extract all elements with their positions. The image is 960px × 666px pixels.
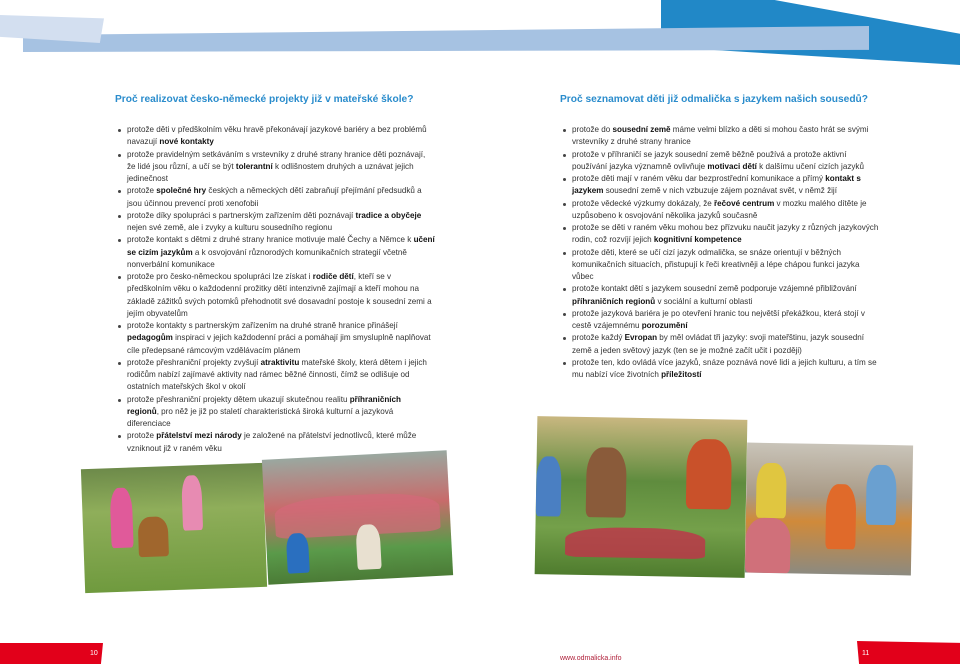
photo-children-playing-garden bbox=[81, 463, 267, 593]
bold-phrase: tolerantní bbox=[235, 161, 273, 171]
bold-phrase: nové kontakty bbox=[159, 137, 214, 147]
bold-phrase: přátelství mezi národy bbox=[156, 431, 242, 441]
bullet-text: sousední země v nich vzbuzuje zájem poznávat svět, v němž žijí bbox=[603, 186, 837, 196]
page-number-right: 11 bbox=[862, 650, 870, 657]
bullet-text: protože děti, které se učí cizí jazyk odmalička, se snáze orientují v běžných komunikačních situacích, přistupují k řeči kreativněji a lépe chápou funkci jazyka vůbec bbox=[572, 247, 860, 281]
bullet-text: je založené na přátelství jednotlivců, které může vzniknout již v raném věku bbox=[127, 431, 417, 453]
bullet-text: protože bbox=[127, 186, 157, 196]
decorative-band-light-blue bbox=[0, 15, 104, 43]
photo-group-of-children bbox=[262, 450, 453, 585]
bullet-item bbox=[115, 357, 435, 394]
bullet-item bbox=[115, 149, 435, 186]
bold-phrase: učení se cizím jazykům bbox=[127, 235, 435, 257]
bullet-text: k dalšímu učení cizích jazyků bbox=[756, 161, 864, 171]
bold-phrase: kontakt s jazykem bbox=[572, 174, 861, 196]
bullet-item bbox=[115, 430, 435, 455]
bold-phrase: příležitostí bbox=[661, 370, 702, 379]
bullet-text: protože kontakt s dětmi z druhé strany hranice motivuje malé Čechy a Němce k bbox=[127, 235, 414, 245]
bullet-item bbox=[560, 222, 880, 247]
bold-phrase: příhraničních regionů bbox=[572, 296, 656, 306]
bullet-text: k odlišnostem druhých a uznávat jejich jedinečnost bbox=[127, 161, 414, 183]
bullet-item bbox=[115, 124, 435, 149]
bold-phrase: porozumění bbox=[641, 321, 688, 330]
right-bullet-list bbox=[560, 124, 880, 381]
bullet-text: protože kontakt dětí s jazykem sousední země podporuje vzájemné přibližování bbox=[572, 284, 857, 294]
bullet-text: protože bbox=[127, 431, 157, 441]
bullet-text: protože se děti v raném věku mohou bez přízvuku naučit jazyky z různých jazykových rodin, což rozvíjí jejich bbox=[572, 223, 879, 245]
bullet-text: protože přeshraniční projekty zvyšují bbox=[127, 357, 261, 367]
bold-phrase: atraktivitu bbox=[260, 357, 300, 367]
footer-red-band-left bbox=[0, 643, 103, 664]
bullet-text: protože přeshraniční projekty dětem ukazují skutečnou realitu bbox=[127, 394, 350, 404]
left-heading: Proč realizovat česko-německé projekty již v mateřské škole? bbox=[115, 94, 414, 105]
bold-phrase: společné hry bbox=[156, 186, 207, 196]
bullet-item bbox=[560, 247, 880, 284]
bullet-text: protože díky spolupráci s partnerským zařízením děti poznávají bbox=[127, 210, 356, 220]
bullet-text: protože jazyková bariéra je po otevření hranic tou největší překážkou, která stojí v cestě vzájemnému bbox=[572, 308, 865, 330]
right-heading: Proč seznamovat děti již odmalička s jazykem našich sousedů? bbox=[560, 94, 869, 105]
bullet-item bbox=[115, 234, 435, 271]
bullet-text: máme velmi blízko a děti si mohou často hrát se svými vrstevníky z druhé strany hranice bbox=[572, 125, 869, 147]
bullet-text: protože pro česko-německou spolupráci lze získat i bbox=[127, 272, 313, 281]
bold-phrase: řečové centrum bbox=[714, 198, 775, 208]
bullet-item bbox=[560, 283, 880, 308]
bullet-text: v sociální a kulturní oblasti bbox=[655, 296, 753, 306]
bullet-item bbox=[115, 320, 435, 357]
bullet-text: protože do bbox=[572, 125, 613, 134]
photo-children-with-teacher bbox=[535, 416, 748, 578]
bullet-text: nejen své země, ale i zvyky a kulturu sousedního regionu bbox=[127, 223, 333, 232]
bullet-item bbox=[560, 198, 880, 223]
bullet-item bbox=[115, 271, 435, 320]
right-column bbox=[560, 94, 880, 381]
bullet-item bbox=[115, 185, 435, 210]
bullet-item bbox=[560, 308, 880, 333]
bullet-text: mateřské školy, která dětem i jejich rodičům nabízí zajímavé aktivity nad rámec běžné činnosti, čímž se odlišuje od ostatních mateřských škol v okolí bbox=[127, 357, 427, 392]
bullet-item bbox=[560, 149, 880, 174]
bullet-item bbox=[560, 124, 880, 149]
bold-phrase: sousední země bbox=[612, 125, 671, 134]
bullet-text: českých a německých dětí zabraňují přejímání předsudků a jsou účinnou prevencí proti xenofobii bbox=[127, 186, 422, 208]
bold-phrase: příhraničních regionů bbox=[127, 394, 401, 416]
bold-phrase: rodiče dětí bbox=[312, 272, 354, 281]
bullet-text: by měl ovládat tři jazyky: svoji mateřštinu, jazyk sousední země a jeden světový jazyk (ten se je možné začít učit i později) bbox=[572, 333, 864, 355]
bullet-item bbox=[560, 357, 880, 382]
bullet-text: , kteří se v předškolním věku o každodenní prožitky dětí intenzivně zajímají a kteří mohou na základě zážitků svých potomků přehodnotit své dosavadní postoje k sousední zemi a jejím obyvatelům bbox=[127, 272, 432, 318]
bullet-text: v mozku malého dítěte je uzpůsobeno k osvojování několika jazyků současně bbox=[572, 198, 867, 220]
left-column bbox=[115, 94, 435, 455]
bullet-text: protože děti mají v raném věku dar bezprostřední komunikace a přímý bbox=[572, 174, 826, 183]
bullet-text: protože ten, kdo ovládá více jazyků, snáze poznává nové lidi a jejich kulturu, a tím se mu nabízí více životních bbox=[572, 357, 877, 379]
bullet-text: protože kontakty s partnerským zařízením na druhé straně hranice přinášejí bbox=[127, 321, 398, 330]
bullet-text: , pro něž je již po staletí charakteristická široká kulturní a jazyková diferenciace bbox=[127, 406, 394, 428]
website-link[interactable]: www.odmalicka.info bbox=[560, 655, 622, 662]
photo-children-in-classroom bbox=[745, 443, 913, 576]
bullet-item bbox=[115, 394, 435, 431]
bullet-item bbox=[560, 173, 880, 198]
bullet-item bbox=[115, 210, 435, 235]
bullet-text: protože pravidelným setkáváním s vrstevníky z druhé strany hranice děti poznávají, že lidé jsou různí, a učí se být bbox=[127, 149, 426, 171]
bullet-text: protože v příhraničí se jazyk sousední země běžně používá a protože aktivní používání jazyka významně ovlivňuje bbox=[572, 149, 847, 171]
bullet-item bbox=[560, 332, 880, 357]
bold-phrase: pedagogům bbox=[127, 333, 173, 343]
footer-red-band-right bbox=[857, 641, 960, 664]
decorative-band-mid-blue bbox=[23, 26, 869, 52]
page-number-left: 10 bbox=[90, 650, 98, 657]
bold-phrase: Evropan bbox=[624, 333, 658, 343]
bullet-text: protože děti v předškolním věku hravě překonávají jazykové bariéry a bez problémů navazují bbox=[127, 125, 427, 147]
bold-phrase: motivaci dětí bbox=[707, 161, 757, 171]
bullet-text: protože každý bbox=[572, 333, 625, 343]
left-bullet-list bbox=[115, 124, 435, 455]
bullet-text: a k osvojování různorodých komunikačních strategií včetně nonverbální komunikace bbox=[127, 247, 407, 269]
bold-phrase: kognitivní kompetence bbox=[653, 235, 742, 245]
bullet-text: inspiraci v jejich každodenní práci a pomáhají jim smysluplně naplňovat cíle předepsané rámcovým vzdělávacím plánem bbox=[127, 333, 431, 355]
bold-phrase: tradice a obyčeje bbox=[355, 210, 422, 220]
bullet-text: protože vědecké výzkumy dokázaly, že bbox=[572, 198, 715, 208]
